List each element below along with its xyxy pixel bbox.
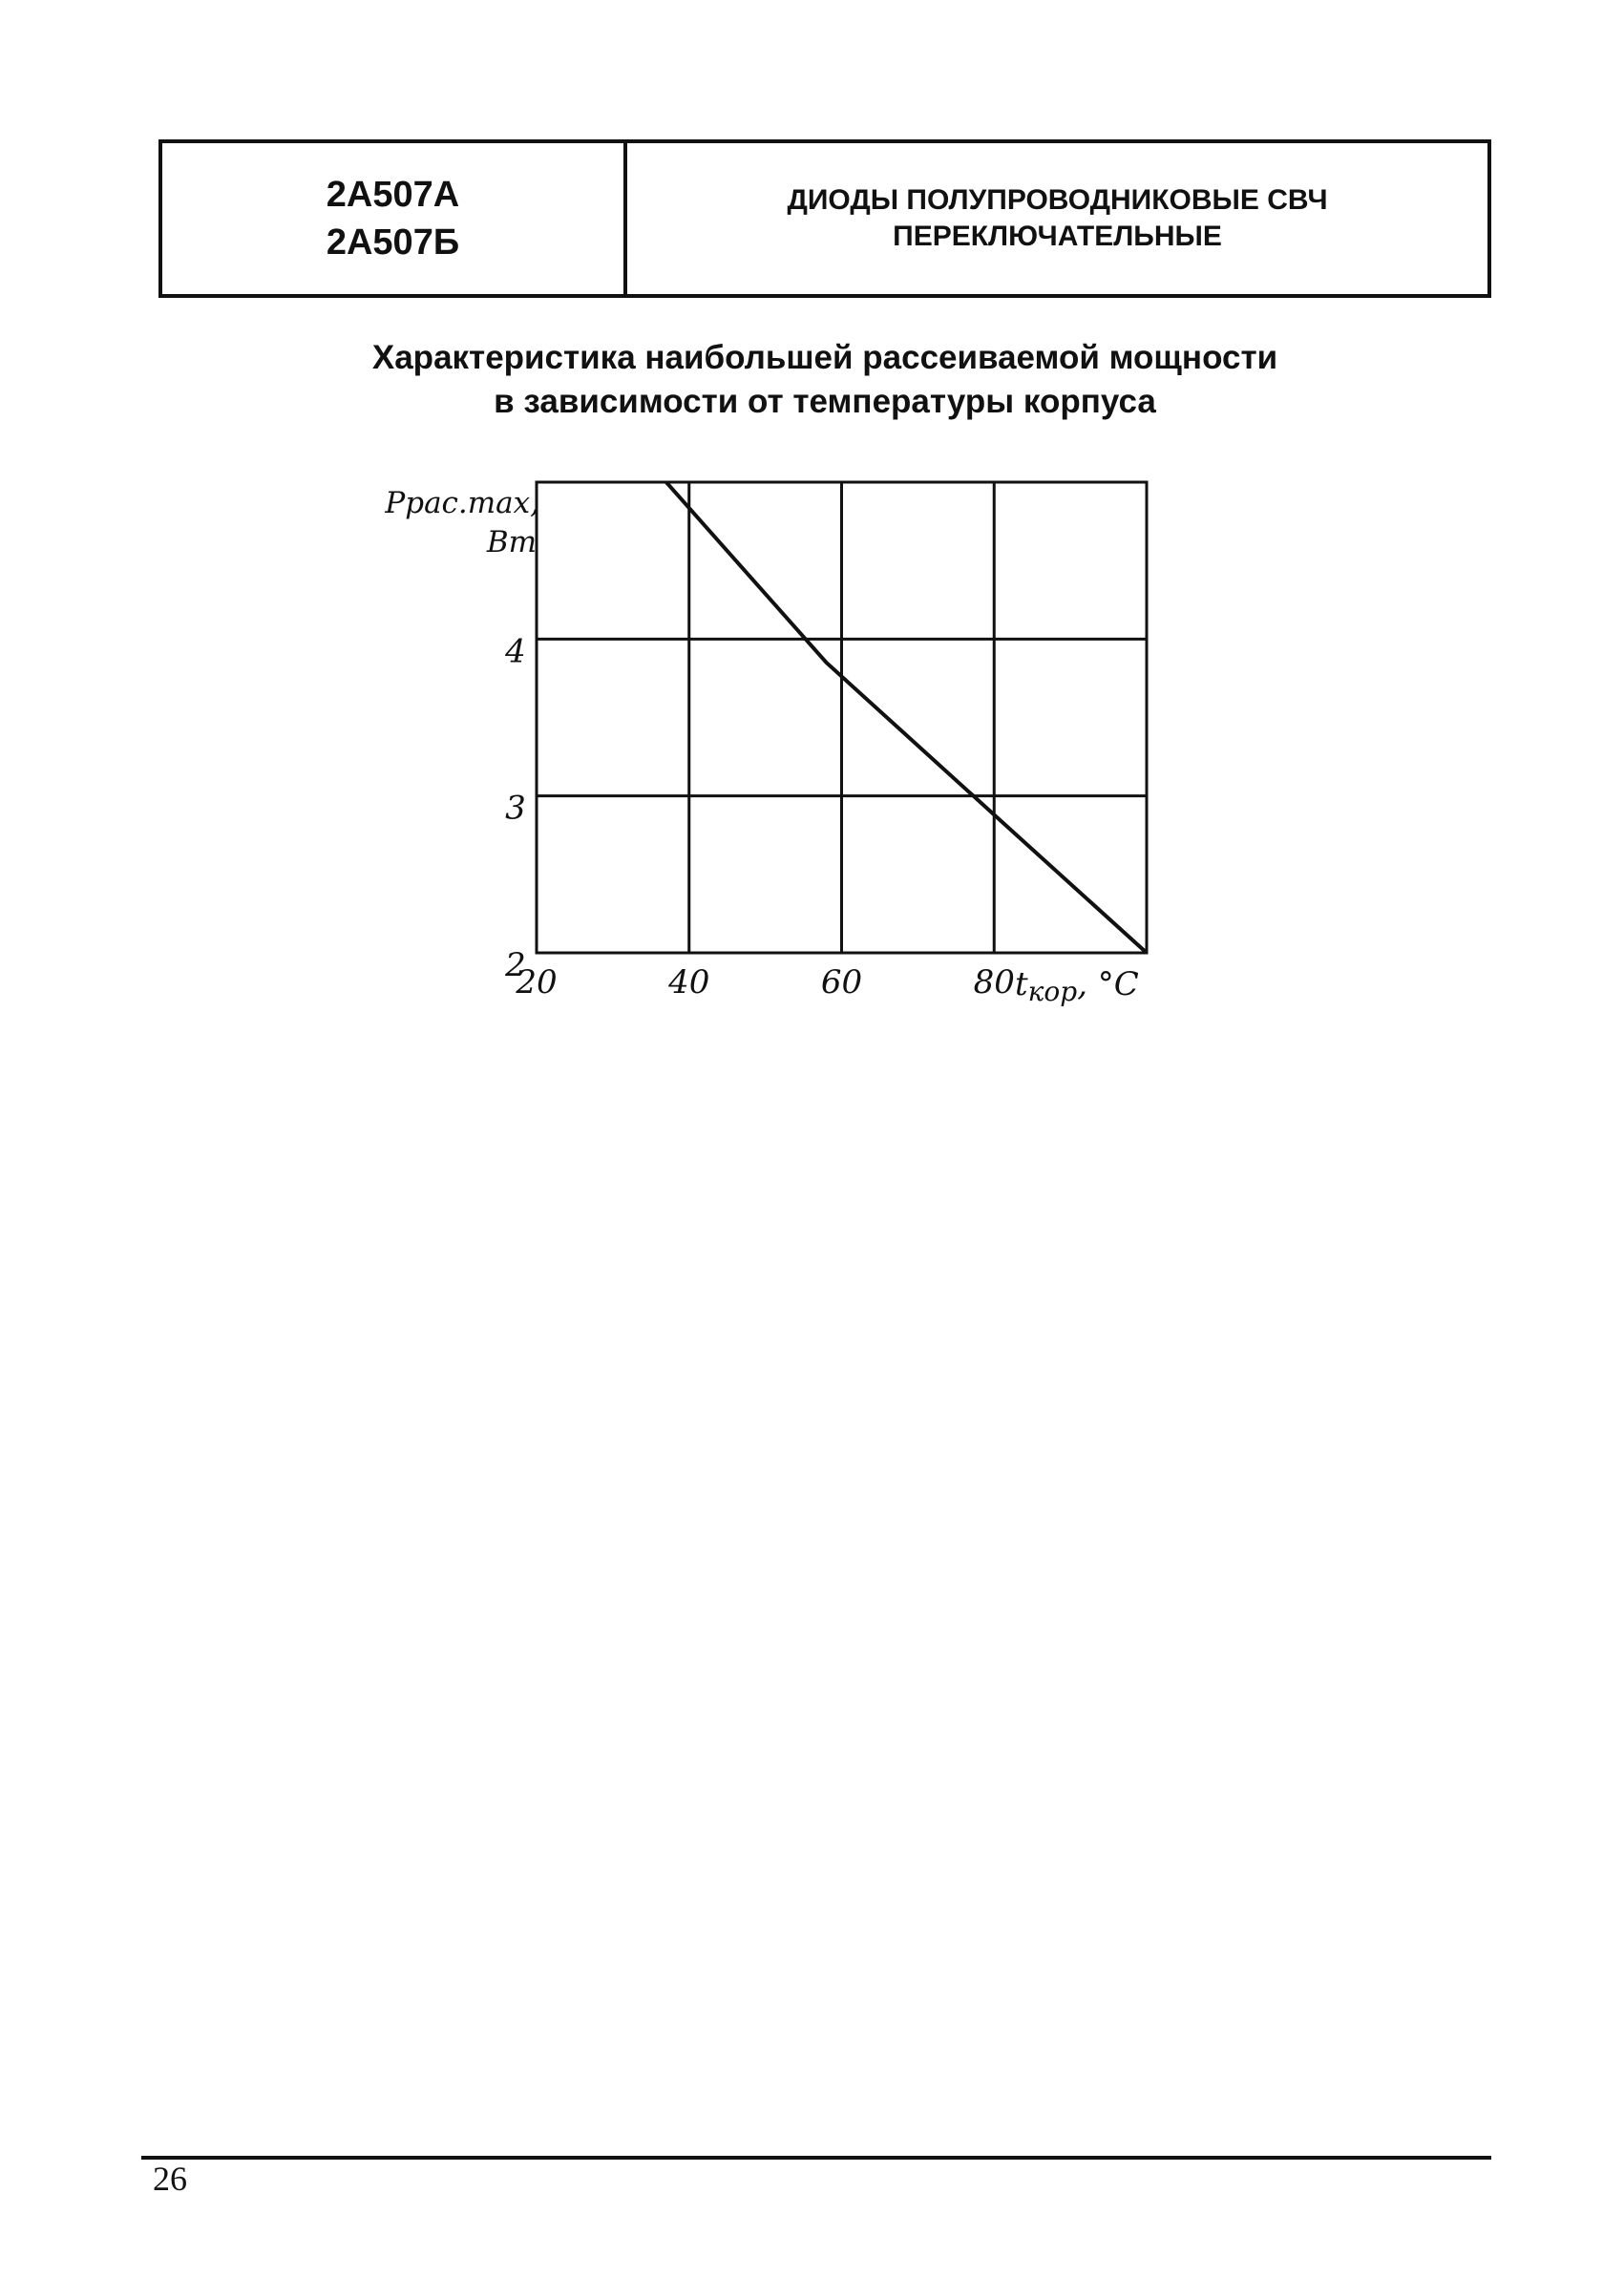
data-series xyxy=(666,482,1147,953)
part-number-a: 2А507А xyxy=(326,175,460,215)
x-axis-label-main: t xyxy=(1015,965,1028,1003)
series-line-0 xyxy=(666,482,1147,953)
document-title-line-1: ДИОДЫ ПОЛУПРОВОДНИКОВЫЕ СВЧ xyxy=(787,184,1328,216)
tick-labels xyxy=(504,632,1015,1002)
x-tick-label-20: 20 xyxy=(516,963,558,1002)
page-number: 26 xyxy=(153,2160,187,2198)
footer-rule xyxy=(141,2156,1491,2160)
chart-title-line-2: в зависимости от температуры корпуса xyxy=(494,383,1156,420)
y-axis-label-line-2: Вт xyxy=(486,525,537,559)
y-tick-label-2: 2 xyxy=(505,946,526,984)
document-title-line-2: ПЕРЕКЛЮЧАТЕЛЬНЫЕ xyxy=(893,221,1222,252)
x-tick-label-40: 40 xyxy=(668,963,710,1002)
x-tick-label-80: 80 xyxy=(973,963,1015,1002)
chart-grid xyxy=(537,482,1147,953)
x-axis-label xyxy=(1015,965,1139,1007)
x-tick-label-60: 60 xyxy=(820,963,863,1002)
chart-title-line-1: Характеристика наибольшей рассеиваемой мощности xyxy=(371,339,1278,376)
y-axis-label-line-1: Ррас.max, xyxy=(385,486,539,520)
y-tick-label-3: 3 xyxy=(505,789,526,828)
x-axis-label-unit: , °С xyxy=(1077,965,1139,1003)
y-tick-label-4: 4 xyxy=(505,632,526,671)
x-axis-label-sub: кор xyxy=(1027,976,1078,1007)
part-number-b: 2А507Б xyxy=(326,222,460,263)
